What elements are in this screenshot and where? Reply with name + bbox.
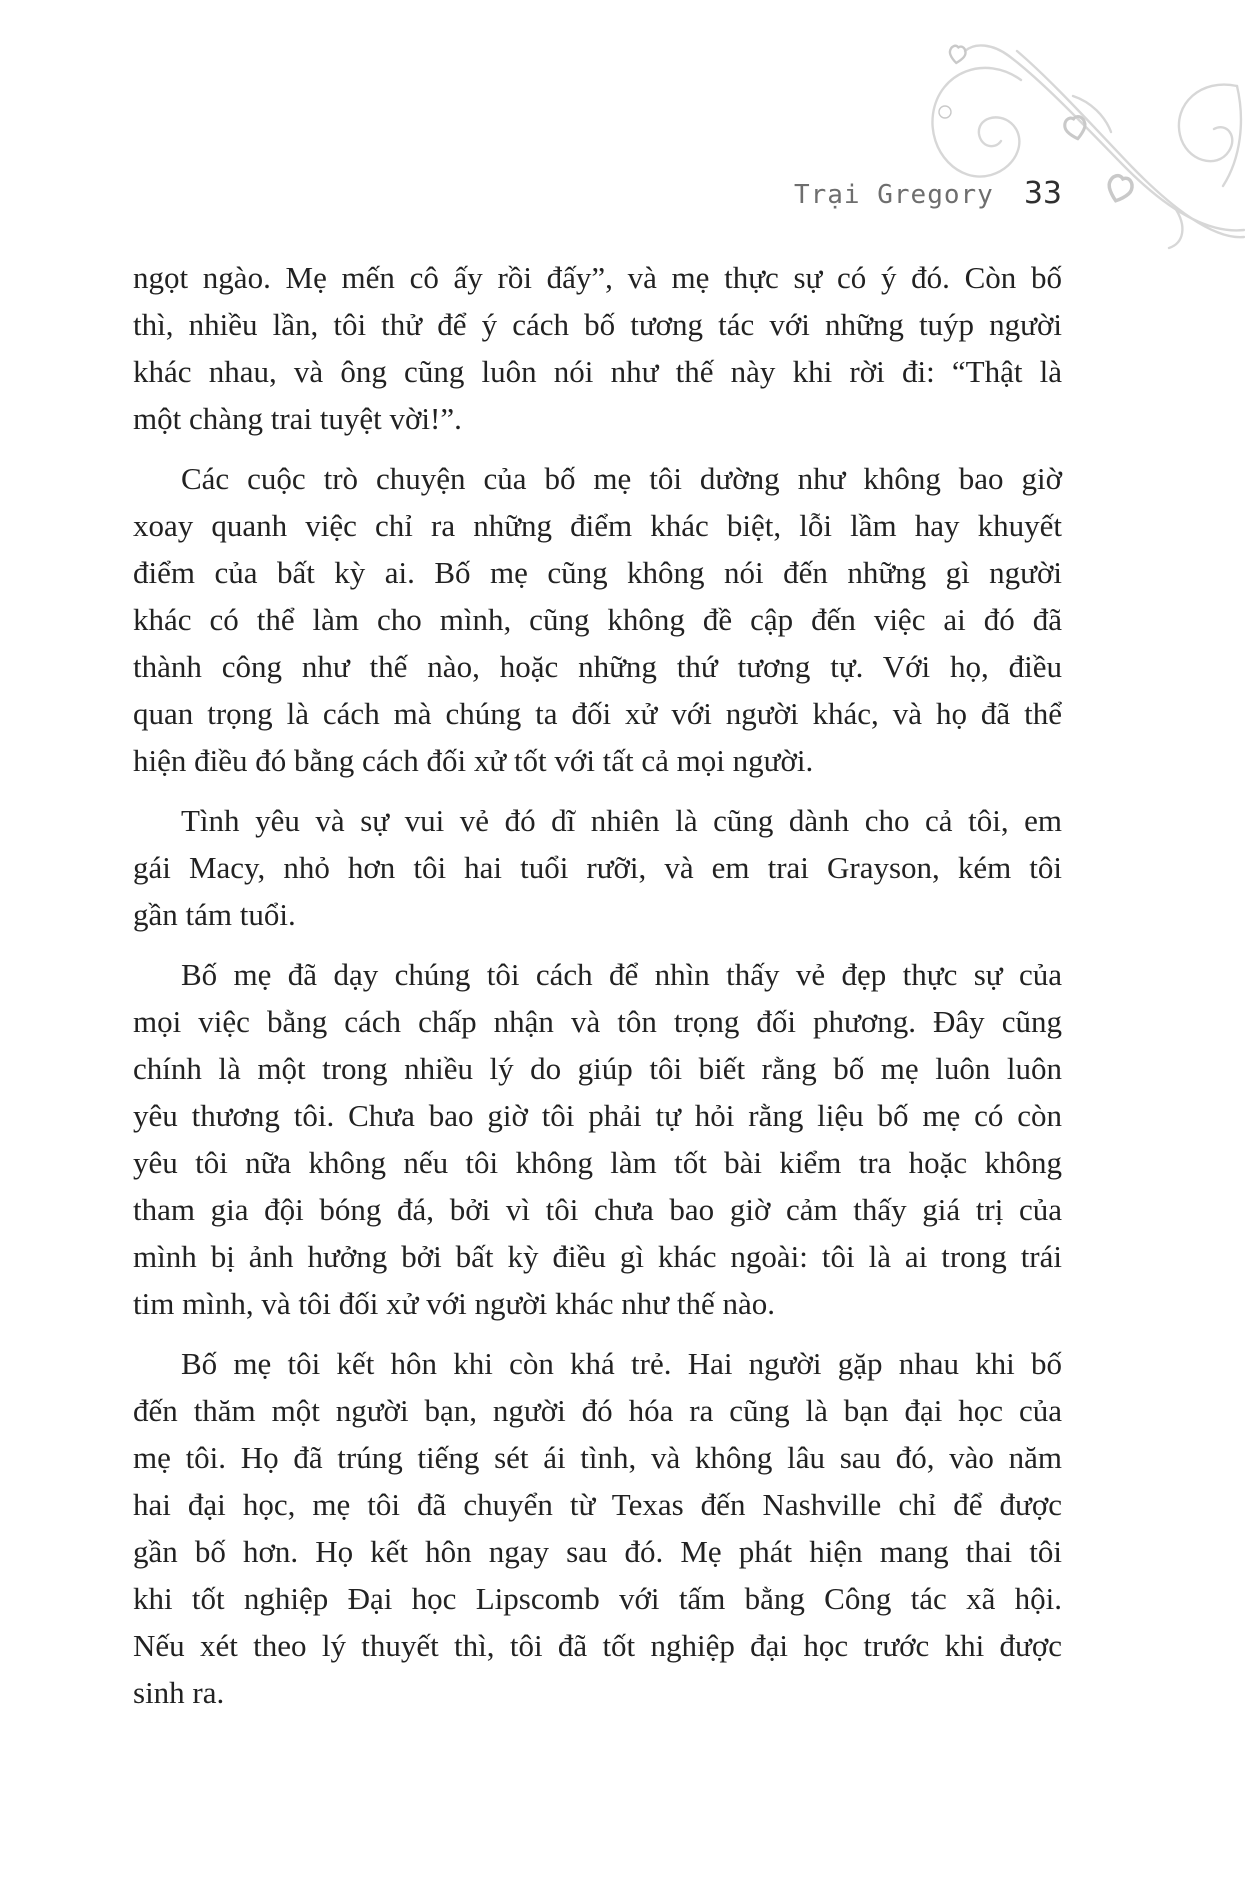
page-body [133, 254, 1062, 1716]
text-line: đến thăm một người bạn, người đó hóa ra cũng là bạn đại học của [133, 1393, 1062, 1428]
text-line: hiện điều đó bằng cách đối xử tốt với tất cả mọi người. [133, 743, 814, 778]
heart-icon [948, 45, 966, 64]
text-line: tim mình, và tôi đối xử với người khác như thế nào. [133, 1286, 775, 1321]
text-line: ngọt ngào. Mẹ mến cô ấy rồi đấy”, và mẹ thực sự có ý đó. Còn bố [133, 260, 1062, 295]
paragraph [133, 455, 1062, 784]
text-line: Nếu xét theo lý thuyết thì, tôi đã tốt nghiệp đại học trước khi được [133, 1628, 1062, 1663]
text-line: quan trọng là cách mà chúng ta đối xử với người khác, và họ đã thể [133, 696, 1062, 731]
text-line: Các cuộc trò chuyện của bố mẹ tôi dường như không bao giờ [181, 461, 1062, 496]
text-line: khi tốt nghiệp Đại học Lipscomb với tấm bằng Công tác xã hội. [133, 1581, 1062, 1616]
flourish-decoration [923, 36, 1245, 264]
text-line: tham gia đội bóng đá, bởi vì tôi chưa bao giờ cảm thấy giá trị của [133, 1192, 1062, 1227]
text-line: mọi việc bằng cách chấp nhận và tôn trọng đối phương. Đây cũng [133, 1004, 1062, 1039]
text-line: khác nhau, và ông cũng luôn nói như thế này khi rời đi: “Thật là [133, 354, 1062, 389]
paragraph [133, 951, 1062, 1327]
text-line: sinh ra. [133, 1675, 225, 1710]
text-line: Bố mẹ đã dạy chúng tôi cách để nhìn thấy vẻ đẹp thực sự của [181, 957, 1062, 992]
text-line: điểm của bất kỳ ai. Bố mẹ cũng không nói đến những gì người [133, 555, 1062, 590]
paragraph [133, 1340, 1062, 1716]
text-line: gần bố hơn. Họ kết hôn ngay sau đó. Mẹ phát hiện mang thai tôi [133, 1534, 1062, 1569]
running-title: Trại Gregory [793, 180, 994, 210]
text-line: Tình yêu và sự vui vẻ đó dĩ nhiên là cũng dành cho cả tôi, em [181, 803, 1062, 838]
text-line: xoay quanh việc chỉ ra những điểm khác biệt, lỗi lầm hay khuyết [133, 508, 1062, 543]
text-line: gái Macy, nhỏ hơn tôi hai tuổi rưỡi, và em trai Grayson, kém tôi [133, 850, 1062, 885]
text-line: gần tám tuổi. [133, 897, 296, 932]
heart-icon [1063, 115, 1087, 141]
text-line: một chàng trai tuyệt vời!”. [133, 401, 462, 436]
text-line: yêu tôi nữa không nếu tôi không làm tốt bài kiểm tra hoặc không [133, 1145, 1062, 1180]
text-line: hai đại học, mẹ tôi đã chuyển từ Texas đến Nashville chỉ để được [133, 1487, 1062, 1522]
text-line: yêu thương tôi. Chưa bao giờ tôi phải tự hỏi rằng liệu bố mẹ có còn [133, 1098, 1062, 1133]
text-line: mình bị ảnh hưởng bởi bất kỳ điều gì khác ngoài: tôi là ai trong trái [133, 1239, 1062, 1274]
text-line: thành công như thế nào, hoặc những thứ tương tự. Với họ, điều [133, 649, 1062, 684]
running-header [133, 176, 1062, 211]
paragraph [133, 797, 1062, 938]
text-line: khác có thể làm cho mình, cũng không đề cập đến việc ai đó đã [133, 602, 1062, 637]
text-line: Bố mẹ tôi kết hôn khi còn khá trẻ. Hai người gặp nhau khi bố [181, 1346, 1062, 1381]
text-line: thì, nhiều lần, tôi thử để ý cách bố tương tác với những tuýp người [133, 307, 1062, 342]
text-line: chính là một trong nhiều lý do giúp tôi biết rằng bố mẹ luôn luôn [133, 1051, 1062, 1086]
text-line: mẹ tôi. Họ đã trúng tiếng sét ái tình, và không lâu sau đó, vào năm [133, 1440, 1062, 1475]
paragraph [133, 254, 1062, 442]
page-number: 33 [1023, 176, 1062, 211]
heart-icon [1105, 174, 1135, 205]
